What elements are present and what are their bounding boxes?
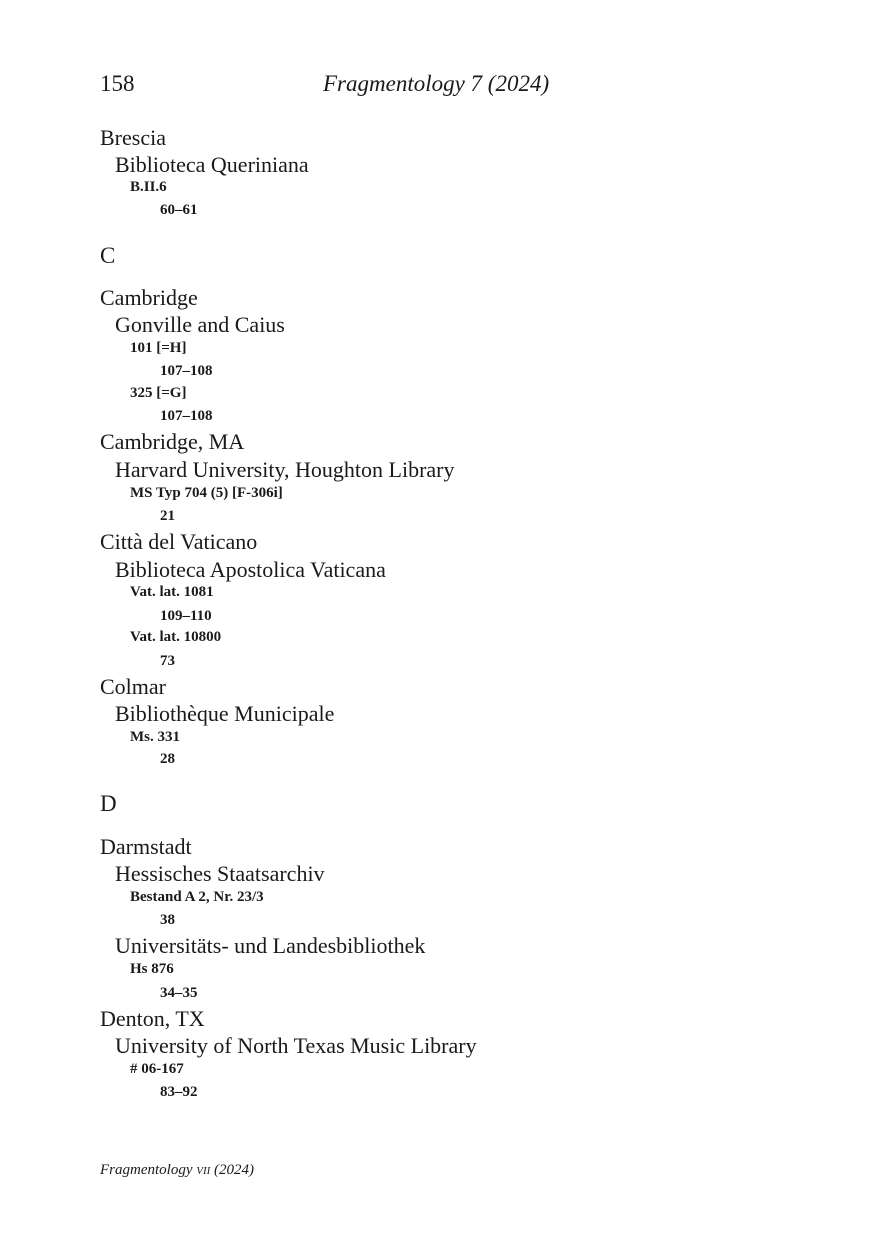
running-title: Fragmentology 7 (2024) bbox=[323, 71, 550, 96]
index-shelfmark: Vat. lat. 1081 bbox=[130, 584, 214, 600]
footer-volume: vii bbox=[196, 1162, 211, 1178]
index-page-ref: 73 bbox=[160, 653, 175, 669]
index-shelfmark: Vat. lat. 10800 bbox=[130, 629, 222, 645]
index-shelfmark: MS Typ 704 (5) [F-306i] bbox=[130, 485, 283, 501]
index-city: Brescia bbox=[100, 125, 166, 150]
index-library: Biblioteca Queriniana bbox=[115, 152, 309, 177]
section-letter: C bbox=[100, 243, 116, 268]
index-page-ref: 109–110 bbox=[160, 608, 212, 624]
index-shelfmark: Hs 876 bbox=[130, 961, 174, 977]
index-city: Città del Vaticano bbox=[100, 529, 258, 554]
index-shelfmark: 101 [=H] bbox=[130, 340, 187, 356]
index-library: Gonville and Caius bbox=[115, 312, 285, 337]
index-city: Colmar bbox=[100, 674, 166, 699]
footer-journal: Fragmentology bbox=[100, 1162, 193, 1178]
index-city: Cambridge, MA bbox=[100, 429, 245, 454]
index-page-ref: 107–108 bbox=[160, 363, 213, 379]
index-library: Bibliothèque Municipale bbox=[115, 701, 335, 726]
index-shelfmark: 325 [=G] bbox=[130, 385, 187, 401]
index-page-ref: 60–61 bbox=[160, 202, 198, 218]
index-page-ref: 107–108 bbox=[160, 408, 213, 424]
index-shelfmark: # 06-167 bbox=[130, 1061, 184, 1077]
index-shelfmark: Bestand A 2, Nr. 23/3 bbox=[130, 889, 264, 905]
section-letter: D bbox=[100, 791, 117, 816]
index-page-ref: 28 bbox=[160, 751, 175, 767]
footer-year: (2024) bbox=[214, 1162, 255, 1178]
index-page-ref: 83–92 bbox=[160, 1084, 198, 1100]
footer-citation bbox=[100, 1163, 254, 1178]
index-city: Cambridge bbox=[100, 285, 198, 310]
page-number: 158 bbox=[100, 71, 135, 96]
index-library: Hessisches Staatsarchiv bbox=[115, 861, 325, 886]
index-page-ref: 21 bbox=[160, 508, 175, 524]
index-city: Denton, TX bbox=[100, 1006, 205, 1031]
index-city: Darmstadt bbox=[100, 834, 192, 859]
index-library: Universitäts- und Landesbibliothek bbox=[115, 933, 426, 958]
index-shelfmark: B.II.6 bbox=[130, 179, 167, 195]
index-library: Harvard University, Houghton Library bbox=[115, 457, 455, 482]
index-page-ref: 34–35 bbox=[160, 985, 198, 1001]
index-page-ref: 38 bbox=[160, 912, 175, 928]
index-library: Biblioteca Apostolica Vaticana bbox=[115, 557, 386, 582]
index-library: University of North Texas Music Library bbox=[115, 1033, 477, 1058]
index-shelfmark: Ms. 331 bbox=[130, 729, 180, 745]
